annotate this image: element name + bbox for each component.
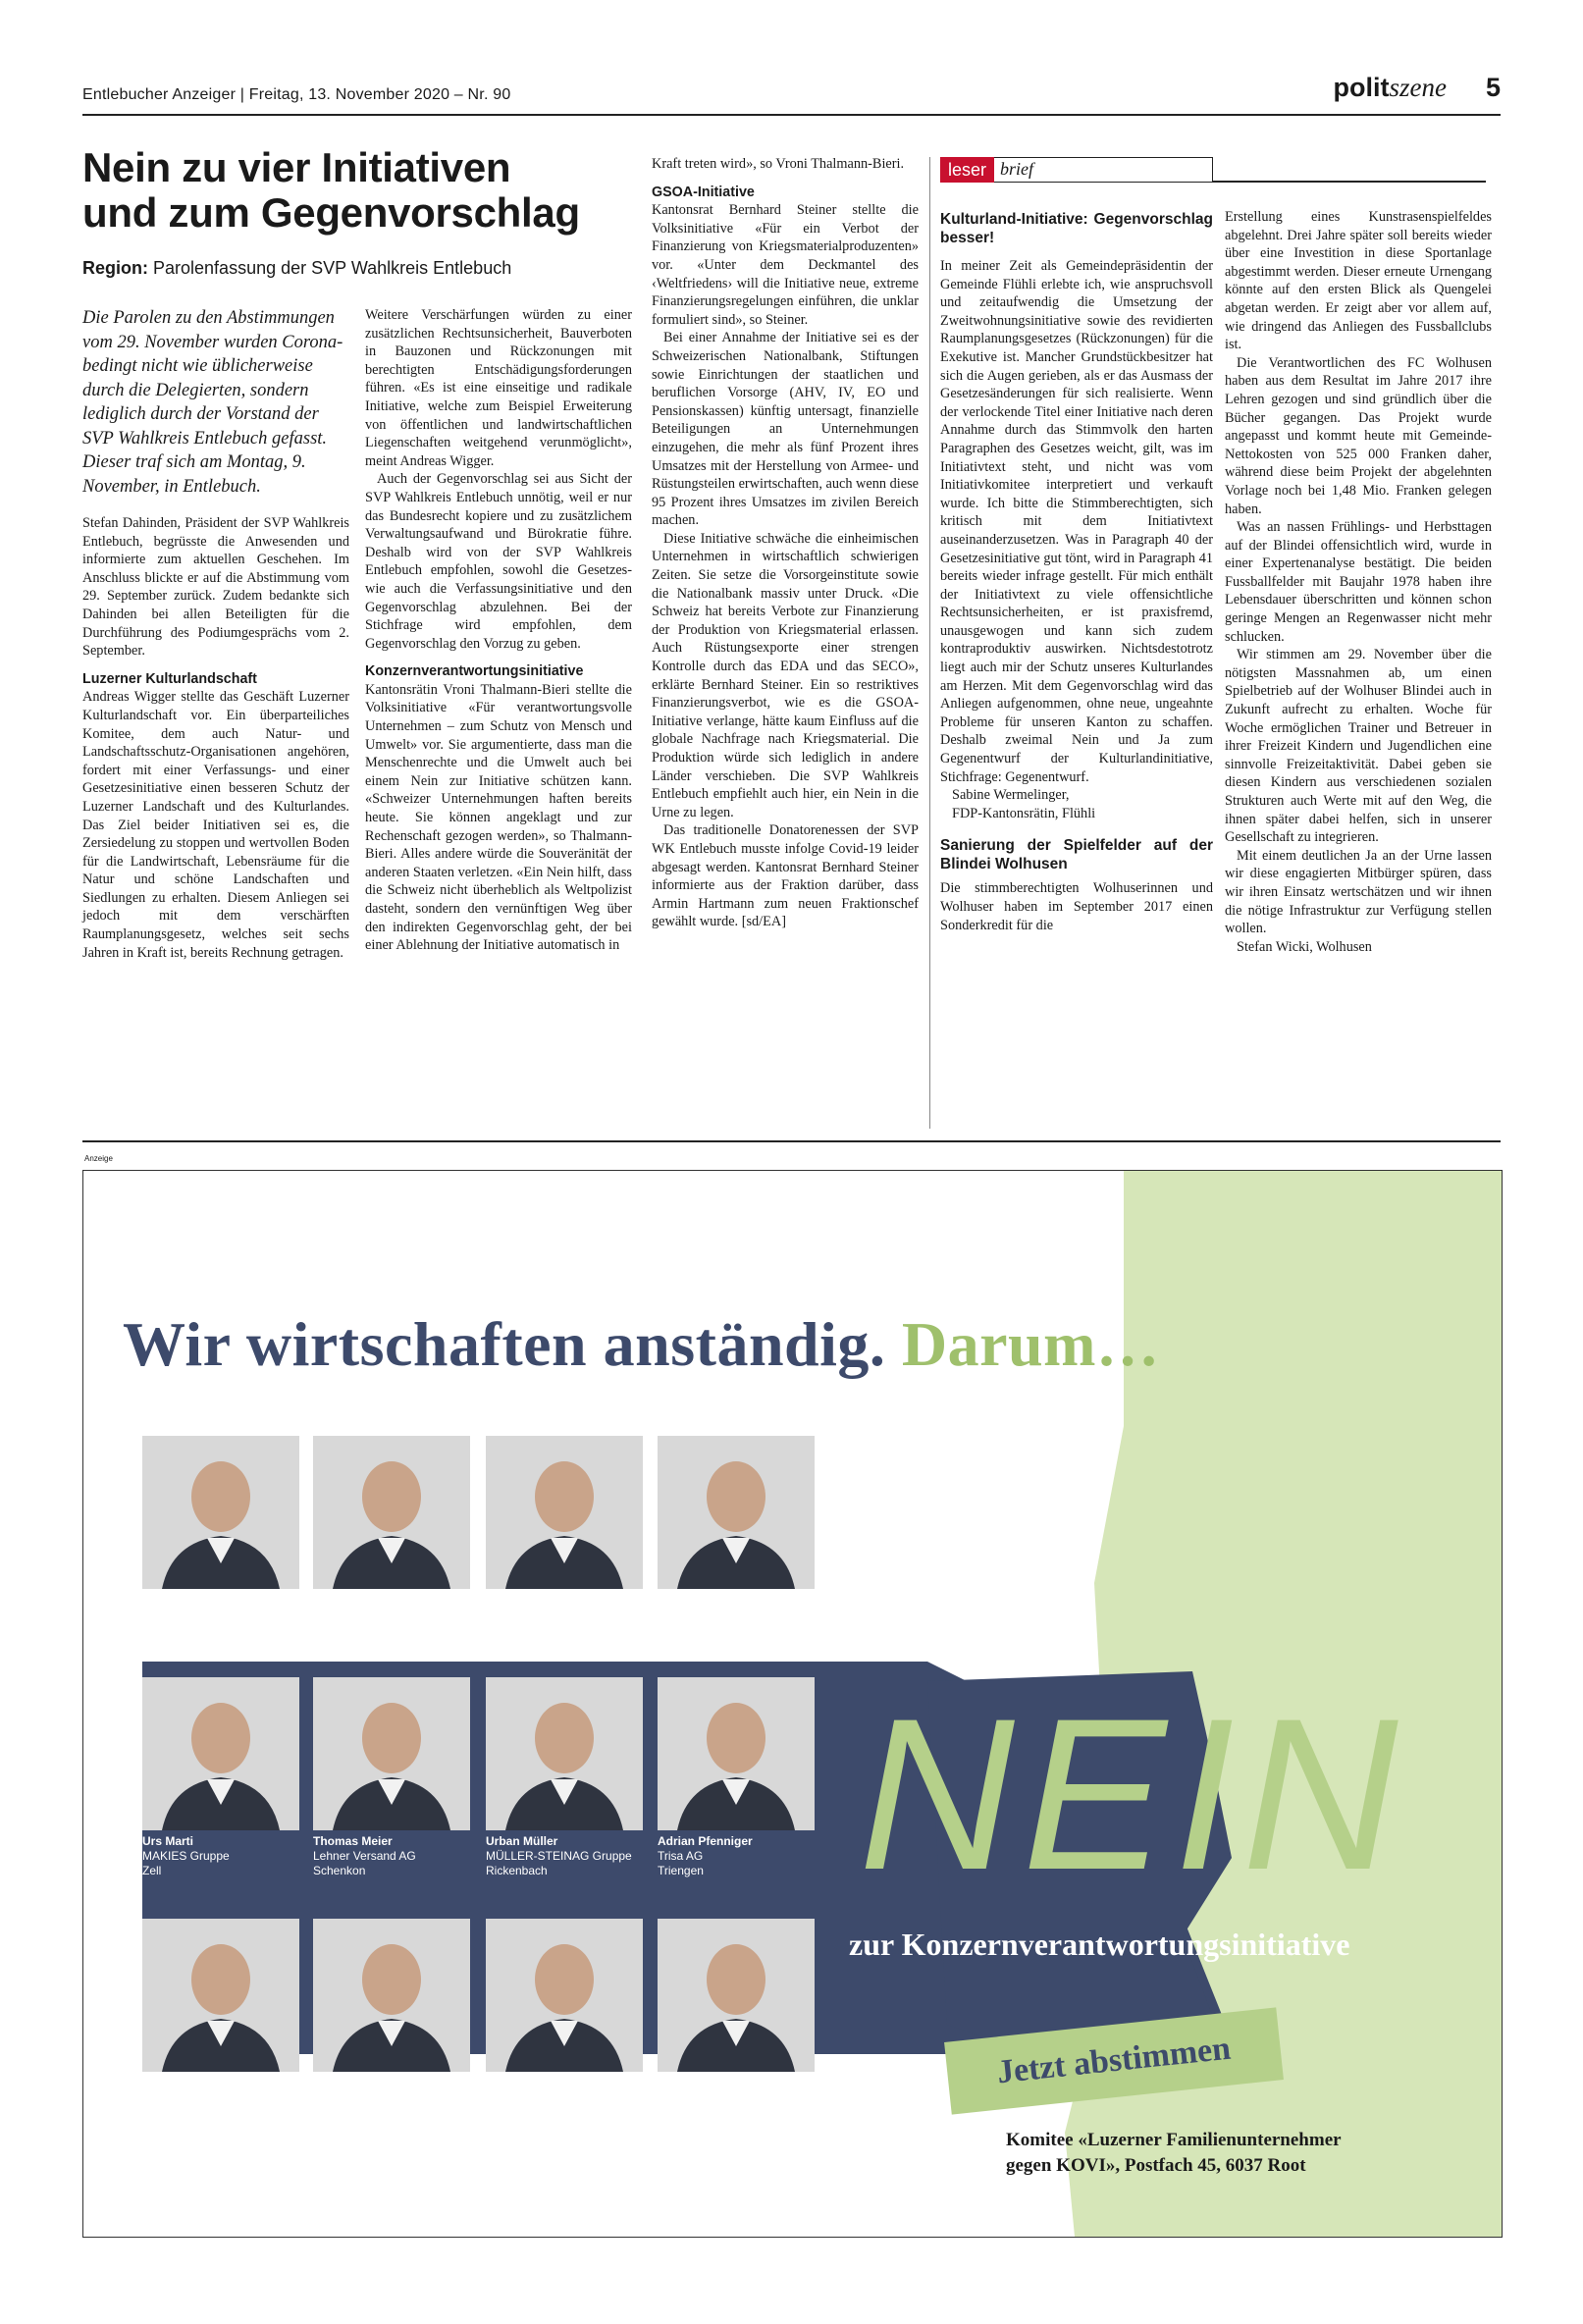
- person-silhouette-icon: [658, 1677, 815, 1830]
- person-company: möbel Schaller: [313, 2090, 392, 2104]
- article-paragraph: Diese Initiative schwäche die einheimischen Unternehmen in wirtschaftlich schwierigen Zeiten. Sie setze die Vorsorgeinstitute sowie die Nationalbank massiv unter Druck. «Die Schweiz hat bereits Verbote zur Finanzierung der Produktion von Kriegsmaterial erlassen. Auch Rüstungsexporte einer strengen Kontrolle durch das EDA und das SECO», erklärte Bernhard Steiner. Ein so restriktives Finanzierungsverbot, wie es die GSOA-Initiative verlange, hätte kaum Einfluss auf die globale Nachfrage nach Kriegsmaterial. Die Produktion würde sich lediglich in andere Länder verschieben. Die SVP Wahlkreis Entlebuch empfiehlt auch hier, ein Nein in die Urne zu legen.: [652, 530, 919, 820]
- person-silhouette-icon: [486, 1436, 643, 1589]
- portrait-photo: [142, 1919, 299, 2072]
- person-silhouette-icon: [486, 1919, 643, 2072]
- ad-label: Anzeige: [84, 1154, 113, 1163]
- portrait-photo: [313, 1436, 470, 1589]
- person-location: Luzern: [486, 2105, 522, 2119]
- article-headline: Nein zu vier Initiativen und zum Gegenvorschlag: [82, 144, 580, 236]
- ad-slogan: Wir wirtschaften anständig. Darum…: [123, 1309, 1160, 1379]
- person-silhouette-icon: [658, 1436, 815, 1589]
- letter-text: Mit einem deutlichen Ja an der Urne lassen wir diese engagierten Mitbürger spüren, dass wir ihren Einsatz wertschätzen und wir ihnen die nötige Infrastruktur zur Verfügung stellen wollen.: [1225, 847, 1492, 937]
- leserbrief-section: [940, 157, 1213, 934]
- ad-cta-button: Jetzt abstimmen: [944, 2007, 1284, 2114]
- person-name: Adrian Pfenniger: [658, 1834, 753, 1848]
- header-rule: [82, 114, 1501, 116]
- person-silhouette-icon: [658, 1919, 815, 2072]
- person-location: Malters: [486, 1622, 525, 1636]
- letter-author: Sabine Wermelinger,: [952, 787, 1070, 804]
- person-name: Mark Bachmann: [313, 1593, 404, 1607]
- person-company: MÜLLER-STEINAG Gruppe: [486, 1849, 632, 1863]
- article-paragraph: Kantonsrätin Vroni Thalmann-Bieri stellte die Volksinitiative «Für verantwortungsvolle Unternehmen – zum Schutz von Mensch und Umwelt» vor. Sie argumentierte, dass man die Menschenrechte und die Umwelt auch bei einem Nein zur Initiative schützen kann. «Schweizer Unternehmungen haften bereits heute. Sie können angeklagt und zur Rechenschaft gezogen werden», so Thalmann-Bieri. Alles andere würde die Souveränität der anderen Staaten verletzen. «Ein Nein hilft, dass die Schweiz nicht überheblich als Weltpolizist dasteht, sondern den vernünftigen Weg über den indirekten Gegenvorschlag geht, der bei einer Ablehnung der Initiative automatisch in: [365, 681, 632, 954]
- letter-text: Die stimmberechtigten Wolhuserinnen und Wolhuser haben im September 2017 einen Sonderkredit für die: [940, 880, 1213, 933]
- article-lead: Die Parolen zu den Abstimmungen vom 29. November wurden Corona-bedingt nicht wie üblicherweise durch die Delegierten, sondern lediglich durch der Vorstand der SVP Wahlkreis Entlebuch gefasst. Dieser traf sich am Montag, 9. November, in Entlebuch.: [82, 308, 343, 497]
- section-name: politszene: [1333, 73, 1447, 102]
- person-company: 4B AG: [313, 1608, 347, 1621]
- person-name: Hans Aregger: [142, 1593, 220, 1607]
- person-location: Bauunternehmung: [142, 1622, 239, 1636]
- person-company: Aregger AG: [142, 1608, 204, 1621]
- portrait-photo: [658, 1919, 815, 2072]
- letter-text: Was an nassen Frühlings- und Herbsttagen auf der Blindei offensichtlich wird, wurde in einer Expertenanalyse bestätigt. Die beiden Fussballfelder mit Baujahr 1978 haben ihre Lebensdauer überschritten und können schon geringe Mengen an Regenwasser nicht mehr schlucken.: [1225, 519, 1492, 645]
- advertisement: [82, 1170, 1503, 2238]
- article-column-1: [82, 306, 349, 962]
- ad-person-card: [486, 1677, 643, 1878]
- letter-author-role: FDP-Kantonsrätin, Flühli: [952, 805, 1096, 821]
- ad-person-card: [313, 1677, 470, 1878]
- person-silhouette-icon: [313, 1919, 470, 2072]
- person-location: Rickenbach: [486, 1864, 548, 1877]
- portrait-photo: [313, 1677, 470, 1830]
- person-location: Schenkon: [313, 1864, 366, 1877]
- ad-person-card: [486, 1436, 643, 1637]
- person-silhouette-icon: [486, 1677, 643, 1830]
- person-company: Lehner Versand AG: [313, 1849, 416, 1863]
- article-paragraph: Weitere Verschärfungen würden zu einer zusätzlichen Rechtsunsicherheit, Bauverboten in Bauzonen und Rückzonungen mit berechtigten Entschädigungsforderungen führen. «Es ist eine einseitige und radikale Initiative, welche zum Beispiel Erweiterung von öffentlichen und landwirtschaftlichen Liegenschaften weitgehend verunmöglicht», meint Andreas Wigger.: [365, 307, 632, 469]
- ad-big-word: NEIN: [859, 1673, 1406, 1915]
- person-company: Renggli AG: [142, 2090, 202, 2104]
- portrait-photo: [486, 1436, 643, 1589]
- leserbrief-column-5: [1225, 208, 1492, 956]
- article-paragraph: Kraft treten wird», so Vroni Thalmann-Bieri.: [652, 156, 905, 172]
- person-location: Luzern: [658, 1622, 694, 1636]
- subheading: Luzerner Kulturlandschaft: [82, 670, 257, 687]
- article-paragraph: Kantonsrat Bernhard Steiner stellte die Volksinitiative «Für ein Verbot der Finanzierung von Kriegsmaterialproduzenten» vor. «Unter dem Deckmantel des ‹Weltfriedens› will die Initiative neue, extreme Finanzierungsregelungen einführen, die unklar formuliert sind», so Steiner.: [652, 202, 919, 328]
- person-silhouette-icon: [313, 1436, 470, 1589]
- person-company: MAKIES Gruppe: [142, 1849, 230, 1863]
- ad-person-card: [142, 1436, 299, 1652]
- person-extra: Buttisholz: [142, 1637, 194, 1651]
- person-company: Trisa AG: [658, 1849, 704, 1863]
- person-company: Thermoplan AG: [658, 2090, 741, 2104]
- person-silhouette-icon: [142, 1677, 299, 1830]
- person-company: SCHURTER Gruppe: [486, 2090, 594, 2104]
- article-paragraph: Das traditionelle Donatorenessen der SVP WK Entlebuch musste infolge Covid-19 leider abgesagt werden. Kantonsrat Bernhard Steiner informierte aus der Fraktion darüber, dass Armin Hartmann zum neuen Fraktionschef gewählt wurde. [sd/EA]: [652, 822, 919, 930]
- portrait-photo: [142, 1677, 299, 1830]
- person-silhouette-icon: [142, 1436, 299, 1589]
- person-name: Urban Müller: [486, 1834, 558, 1848]
- person-silhouette-icon: [142, 1919, 299, 2072]
- portrait-photo: [486, 1919, 643, 2072]
- ad-committee: Komitee «Luzerner Familienunternehmer gegen KOVI», Postfach 45, 6037 Root: [1006, 2130, 1342, 2176]
- page-number: 5: [1485, 73, 1501, 102]
- portrait-photo: [142, 1436, 299, 1589]
- person-name: Urs Marti: [142, 1834, 194, 1848]
- ad-person-card: [142, 1919, 299, 2120]
- person-silhouette-icon: [313, 1677, 470, 1830]
- section-header: [1334, 73, 1502, 103]
- ad-person-card: [486, 1919, 643, 2120]
- person-name: Werner Hug: [486, 1593, 553, 1607]
- article-kicker: Region: Parolenfassung der SVP Wahlkreis Entlebuch: [82, 258, 512, 278]
- person-name: Max Renggli: [142, 2076, 212, 2089]
- portrait-photo: [486, 1677, 643, 1830]
- ad-person-card: [658, 1677, 815, 1878]
- person-company: HUG AG: [486, 1608, 532, 1621]
- column-divider: [929, 157, 930, 1129]
- ad-person-card: [313, 1436, 470, 1637]
- letter-title: Sanierung der Spielfelder auf der Blindei Wolhusen: [940, 837, 1213, 873]
- ad-person-card: [313, 1919, 470, 2120]
- person-location: Geuensee: [313, 2105, 368, 2119]
- portrait-photo: [313, 1919, 470, 2072]
- person-company: Maréchaux Holding AG: [658, 1608, 779, 1621]
- person-name: Adrian Steiner: [658, 2076, 739, 2089]
- portrait-photo: [658, 1436, 815, 1589]
- person-location: Weggis: [658, 2105, 697, 2119]
- person-name: Thomas Meier: [313, 1834, 393, 1848]
- letter-author: Stefan Wicki, Wolhusen: [1237, 938, 1372, 955]
- leserbrief-tag: leser brief: [940, 157, 1213, 183]
- ad-person-card: [142, 1677, 299, 1878]
- subheading: GSOA-Initiative: [652, 184, 755, 200]
- letter-title: Kulturland-Initiative: Gegenvorschlag besser!: [940, 211, 1213, 246]
- portrait-photo: [658, 1677, 815, 1830]
- letter-text: In meiner Zeit als Gemeindepräsidentin der Gemeinde Flühli erlebte ich, wie anspruchsvoll und zeitaufwendig die Umsetzung der Zweitwohnungsinitiative sowie des revidierten Raumplanungsgesetzes (Rückzonungen) für die Exekutive ist. Mancher Grundstückbesitzer hat sich die Augen gerieben, als er das Ausmass der Gesetzesänderungen für sich realisierte. Wenn der verlockende Titel einer Initiative nach deren Annahme durch das Stimmvolk den harten Paragraphen des Gesetzes weicht, gilt, was im Initiativtext steht, und nicht was vom Initiativkomitee interpretiert und verkauft wurde. Ich bitte die Stimmberechtigten, sich kritisch mit dem Initiativtext auseinanderzusetzen. Was in Paragraph 40 der Gesetzesinitiative gut tönt, wird in Paragraph 41 bereits wieder infrage gestellt. Für mich enthält der Initiativtext zu viele offensichtliche Rechtsunsicherheiten, er ist praxisfremd, unausgewogen und kann sich zudem kontraproduktiv auswirken. Nichtsdestotrotz liegt auch mir der Schutz unseres Kulturlandes am Herzen. Mit dem Gegenvorschlag wird das Anliegen aufgenommen, ohne neue, ungeahnte Probleme für unseren Kanton zu schaffen. Deshalb zweimal Nein und Ja zum Gegenentwurf der Kulturlandinitiative, Stichfrage: Gegenentwurf.: [940, 258, 1213, 785]
- person-location: Hochdorf: [313, 1622, 361, 1636]
- ad-person-card: [658, 1436, 815, 1637]
- ad-separator: [82, 1140, 1501, 1142]
- article-paragraph: Andreas Wigger stellte das Geschäft Luzerner Kulturlandschaft vor. Ein überparteiliches Komitee, dem auch Natur- und Landschaftsschutz-Organisationen angehören, fordert mit einer Verfassungs- und einer Gesetzesinitiative einen besseren Schutz der Luzerner Landschaft und des Kulturlandes. Das Ziel beider Initiativen sei es, die Zersiedelung zu stoppen und wertvollen Boden für die Landwirtschaft, Lebensräume für die Natur und schöne Landschaften und Siedlungen zu erhalten. Diesem Anliegen sei jedoch mit dem verschärften Raumplanungsgesetz, welches seit sechs Jahren in Kraft ist, bereits Rechnung getragen.: [82, 689, 349, 961]
- article-column-2: [365, 306, 632, 955]
- person-name: Matthias Schaller: [313, 2076, 410, 2089]
- person-name: Hans-Rudolf Schurter: [486, 2076, 608, 2089]
- leserbrief-tag-line: [1213, 181, 1486, 183]
- article-column-3: [652, 155, 919, 931]
- letter-text: Wir stimmen am 29. November über die nötigsten Massnahmen ab, um einen Spielbetrieb auf der Wolhuser Blindei auch in Zukunft aufrecht zu erhalten. Woche für Woche ermöglichen Trainer und Betreuer in ihrer Freizeit Kindern und Jugendlichen eine sinnvolle Freizeitaktivität. Dabei geben sie diesen Kindern aus verschiedenen sozialen Strukturen auch Werte mit auf den Weg, die ihnen später dabei helfen, sich in unserer Gesellschaft zu integrieren.: [1225, 647, 1492, 846]
- person-location: Zell: [142, 1864, 162, 1877]
- letter-text: Erstellung eines Kunstrasenspielfeldes abgelehnt. Drei Jahre später soll bereits wieder über eine Investition in diese Sportanlage abgestimmt werden. Dieser erneute Urnengang könnte auf den ersten Blick als Quengelei abgetan werden. Er zeigt aber vor allem auf, wie dringend das Anliegen des Fussballclubs ist.: [1225, 209, 1492, 353]
- article-paragraph: Auch der Gegenvorschlag sei aus Sicht der SVP Wahlkreis Entlebuch unnötig, weil er nur das Bundesrecht kopiere und zu zusätzlichem Verwaltungsaufwand und Bürokratie führe. Deshalb wird von der SVP Wahlkreis Entlebuch empfohlen, sowohl die Gesetzes- wie auch die Verfassungsinitiative und den Gegenvorschlag abzulehnen. Bei der Stichfrage wird empfohlen, dem Gegenvorschlag den Vorzug zu geben.: [365, 471, 632, 652]
- person-name: Ernst Maréchaux: [658, 1593, 753, 1607]
- article-paragraph: Stefan Dahinden, Präsident der SVP Wahlkreis Entlebuch, begrüsste die Anwesenden und informierte zum aktuellen Geschehen. Im Anschluss blickte er auf die Abstimmung vom 29. September zurück. Zudem bedankte sich Dahinden bei allen Beteiligten für die Durchführung des Podiumgesprächs vom 2. September.: [82, 515, 349, 660]
- letter-text: Die Verantwortlichen des FC Wolhusen haben aus dem Resultat im Jahre 2017 ihre Lehren gezogen und sind gründlich über die Bücher gegangen. Das Projekt wurde angepasst und kommt heute mit Gemeinde-Nettokosten von 525 000 Franken daher, während diese beim Projekt der abgelehnten Vorlage noch bei 1,48 Mio. Franken gelegen haben.: [1225, 354, 1492, 517]
- masthead: Entlebucher Anzeiger | Freitag, 13. November 2020 – Nr. 90: [82, 86, 511, 103]
- ad-subline: zur Konzernverantwortungsinitiative: [849, 1927, 1350, 1962]
- person-location: Triengen: [658, 1864, 704, 1877]
- person-location: Schötz/Sursee: [142, 2105, 220, 2119]
- ad-person-card: [658, 1919, 815, 2120]
- subheading: Konzernverantwortungsinitiative: [365, 663, 584, 680]
- article-paragraph: Bei einer Annahme der Initiative sei es der Schweizerischen Nationalbank, Stiftungen sowie Einrichtungen der staatlichen und beruflichen Vorsorge (AHV, IV, EO und Pensionskassen) künftig untersagt, finanzielle Beteiligungen an Unternehmungen einzugehen, die mehr als fünf Prozent ihres Umsatzes mit der Herstellung von Armee- und Rüstungsteilen erwirtschaften, auch wenn diese 95 Prozent ihres Umsatzes im zivilen Bereich machen.: [652, 330, 919, 529]
